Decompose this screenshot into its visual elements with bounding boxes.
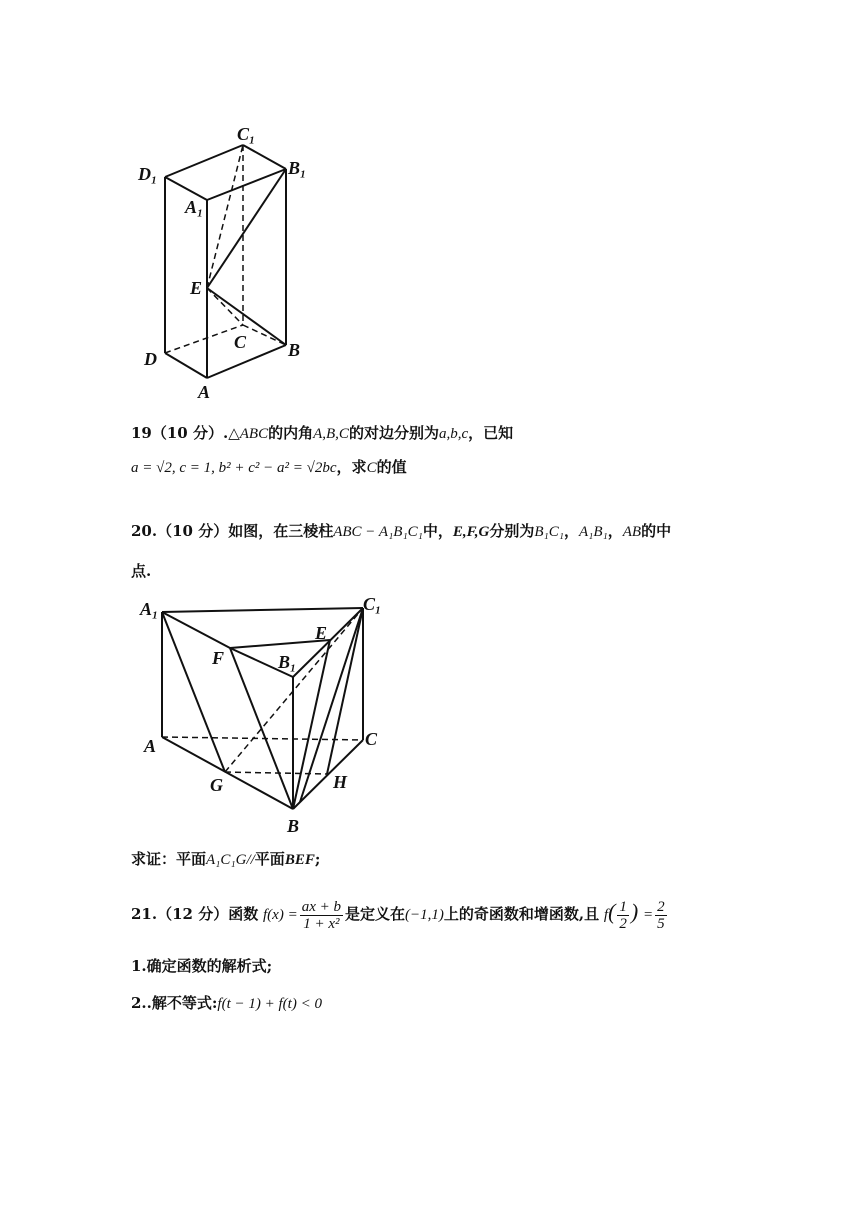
label-d1: D₁ — [138, 164, 158, 184]
q20-text: ， — [607, 522, 623, 540]
q20-text: ， — [563, 522, 579, 540]
q20-text: 分别为 — [489, 522, 535, 540]
q21-item2 — [131, 992, 322, 1015]
q20-line2 — [131, 560, 151, 582]
q20-text: 中， — [422, 522, 453, 540]
q20-prism: ABC − A₁B₁C₁ — [333, 524, 423, 540]
q19-c: C — [366, 460, 377, 476]
q21-f: f — [603, 907, 609, 923]
q19-text: 的内角 — [268, 424, 314, 442]
q20-prove — [131, 848, 320, 871]
label-b: B — [288, 340, 301, 360]
label-e: E — [190, 278, 203, 298]
q20-seg: A₁B₁ — [578, 524, 608, 540]
figure-1-prism — [130, 120, 330, 405]
q21-equals: = — [643, 907, 654, 923]
q19-line1 — [131, 422, 513, 445]
label-b1: B₁ — [278, 652, 297, 672]
q19-text: 的值 — [376, 458, 407, 476]
q20-seg: B₁C₁ — [534, 524, 564, 540]
q21-item1: 1.确定函数的解析式; — [131, 957, 273, 975]
label-f: F — [212, 648, 225, 668]
q21-line1: 21.（12 分）函数 f(x) = $\frac{ax + b}{\text{1 + x²}}$ 是定义在(−1,1)上的奇函数和增函数,且 f( $\frac{1}{2}$ ) = $\frac{2}{5}$ — [131, 898, 665, 932]
q19-number: 19（10 分）. — [131, 424, 229, 442]
label-b: B — [287, 816, 300, 836]
label-a: A — [144, 736, 157, 756]
q20-text: ; — [314, 850, 321, 868]
label-a1: A₁ — [185, 197, 204, 217]
q20-plane-bef: BEF — [284, 852, 315, 868]
q21-fraction — [300, 899, 343, 932]
q19-text: ，求 — [336, 458, 367, 476]
q19-sides: a,b,c — [438, 426, 469, 442]
q21-result — [655, 899, 667, 932]
q21-interval: (−1,1) — [405, 907, 444, 923]
q19-line2 — [131, 456, 407, 479]
q21-text: 函数 — [228, 905, 259, 923]
q19-angles: A,B,C — [313, 426, 349, 442]
q20-text: 点. — [131, 562, 152, 580]
figure-2-prism — [130, 592, 400, 837]
q20-number: 20. — [131, 522, 158, 540]
label-c: C — [365, 729, 378, 749]
q20-text: （10 分）如图，在三棱柱 — [157, 522, 334, 540]
q21-fx: f(x) = — [263, 907, 298, 923]
label-g: G — [210, 775, 223, 795]
q21-num: ax + b — [301, 898, 341, 915]
label-d: D — [144, 349, 157, 369]
label-e: E — [315, 623, 328, 643]
q21-text: 上的奇函数和增函数,且 — [443, 905, 600, 923]
q21-text: （12 分） — [157, 905, 229, 923]
q20-line1 — [131, 520, 671, 543]
label-a1: A₁ — [140, 599, 159, 619]
q21-text: 2..解不等式: — [131, 994, 218, 1012]
label-c: C — [234, 332, 247, 352]
q20-plane: A₁C₁G — [206, 852, 247, 868]
label-c1: C₁ — [363, 594, 382, 614]
q21-den: 1 + x² — [303, 915, 340, 932]
q20-efg: E,F,G — [452, 524, 490, 540]
label-h: H — [333, 772, 348, 792]
q19-text: ，已知 — [468, 424, 514, 442]
q21-res-num: 2 — [657, 898, 665, 915]
q19-formula: a = √2, c = 1, b² + c² − a² = √2bc — [131, 460, 337, 476]
label-c1: C₁ — [237, 124, 256, 144]
q21-half — [617, 899, 629, 932]
q20-parallel: // — [246, 852, 255, 868]
q21-res-den: 5 — [657, 915, 665, 932]
q21-text: 是定义在 — [344, 905, 405, 923]
q20-text: 的中 — [641, 522, 672, 540]
q19-text: 的对边分别为 — [348, 424, 439, 442]
q20-text: 平面 — [254, 850, 285, 868]
q20-text: 求证：平面 — [131, 850, 207, 868]
q21-half-den: 2 — [619, 915, 627, 932]
q21-half-num: 1 — [619, 898, 627, 915]
q21-inequality: f(t − 1) + f(t) < 0 — [217, 996, 322, 1012]
q19-triangle: △ABC — [228, 426, 269, 442]
label-b1: B₁ — [288, 158, 307, 178]
q20-seg: AB — [622, 524, 642, 540]
label-a: A — [198, 382, 211, 402]
q21-number: 21. — [131, 905, 158, 923]
